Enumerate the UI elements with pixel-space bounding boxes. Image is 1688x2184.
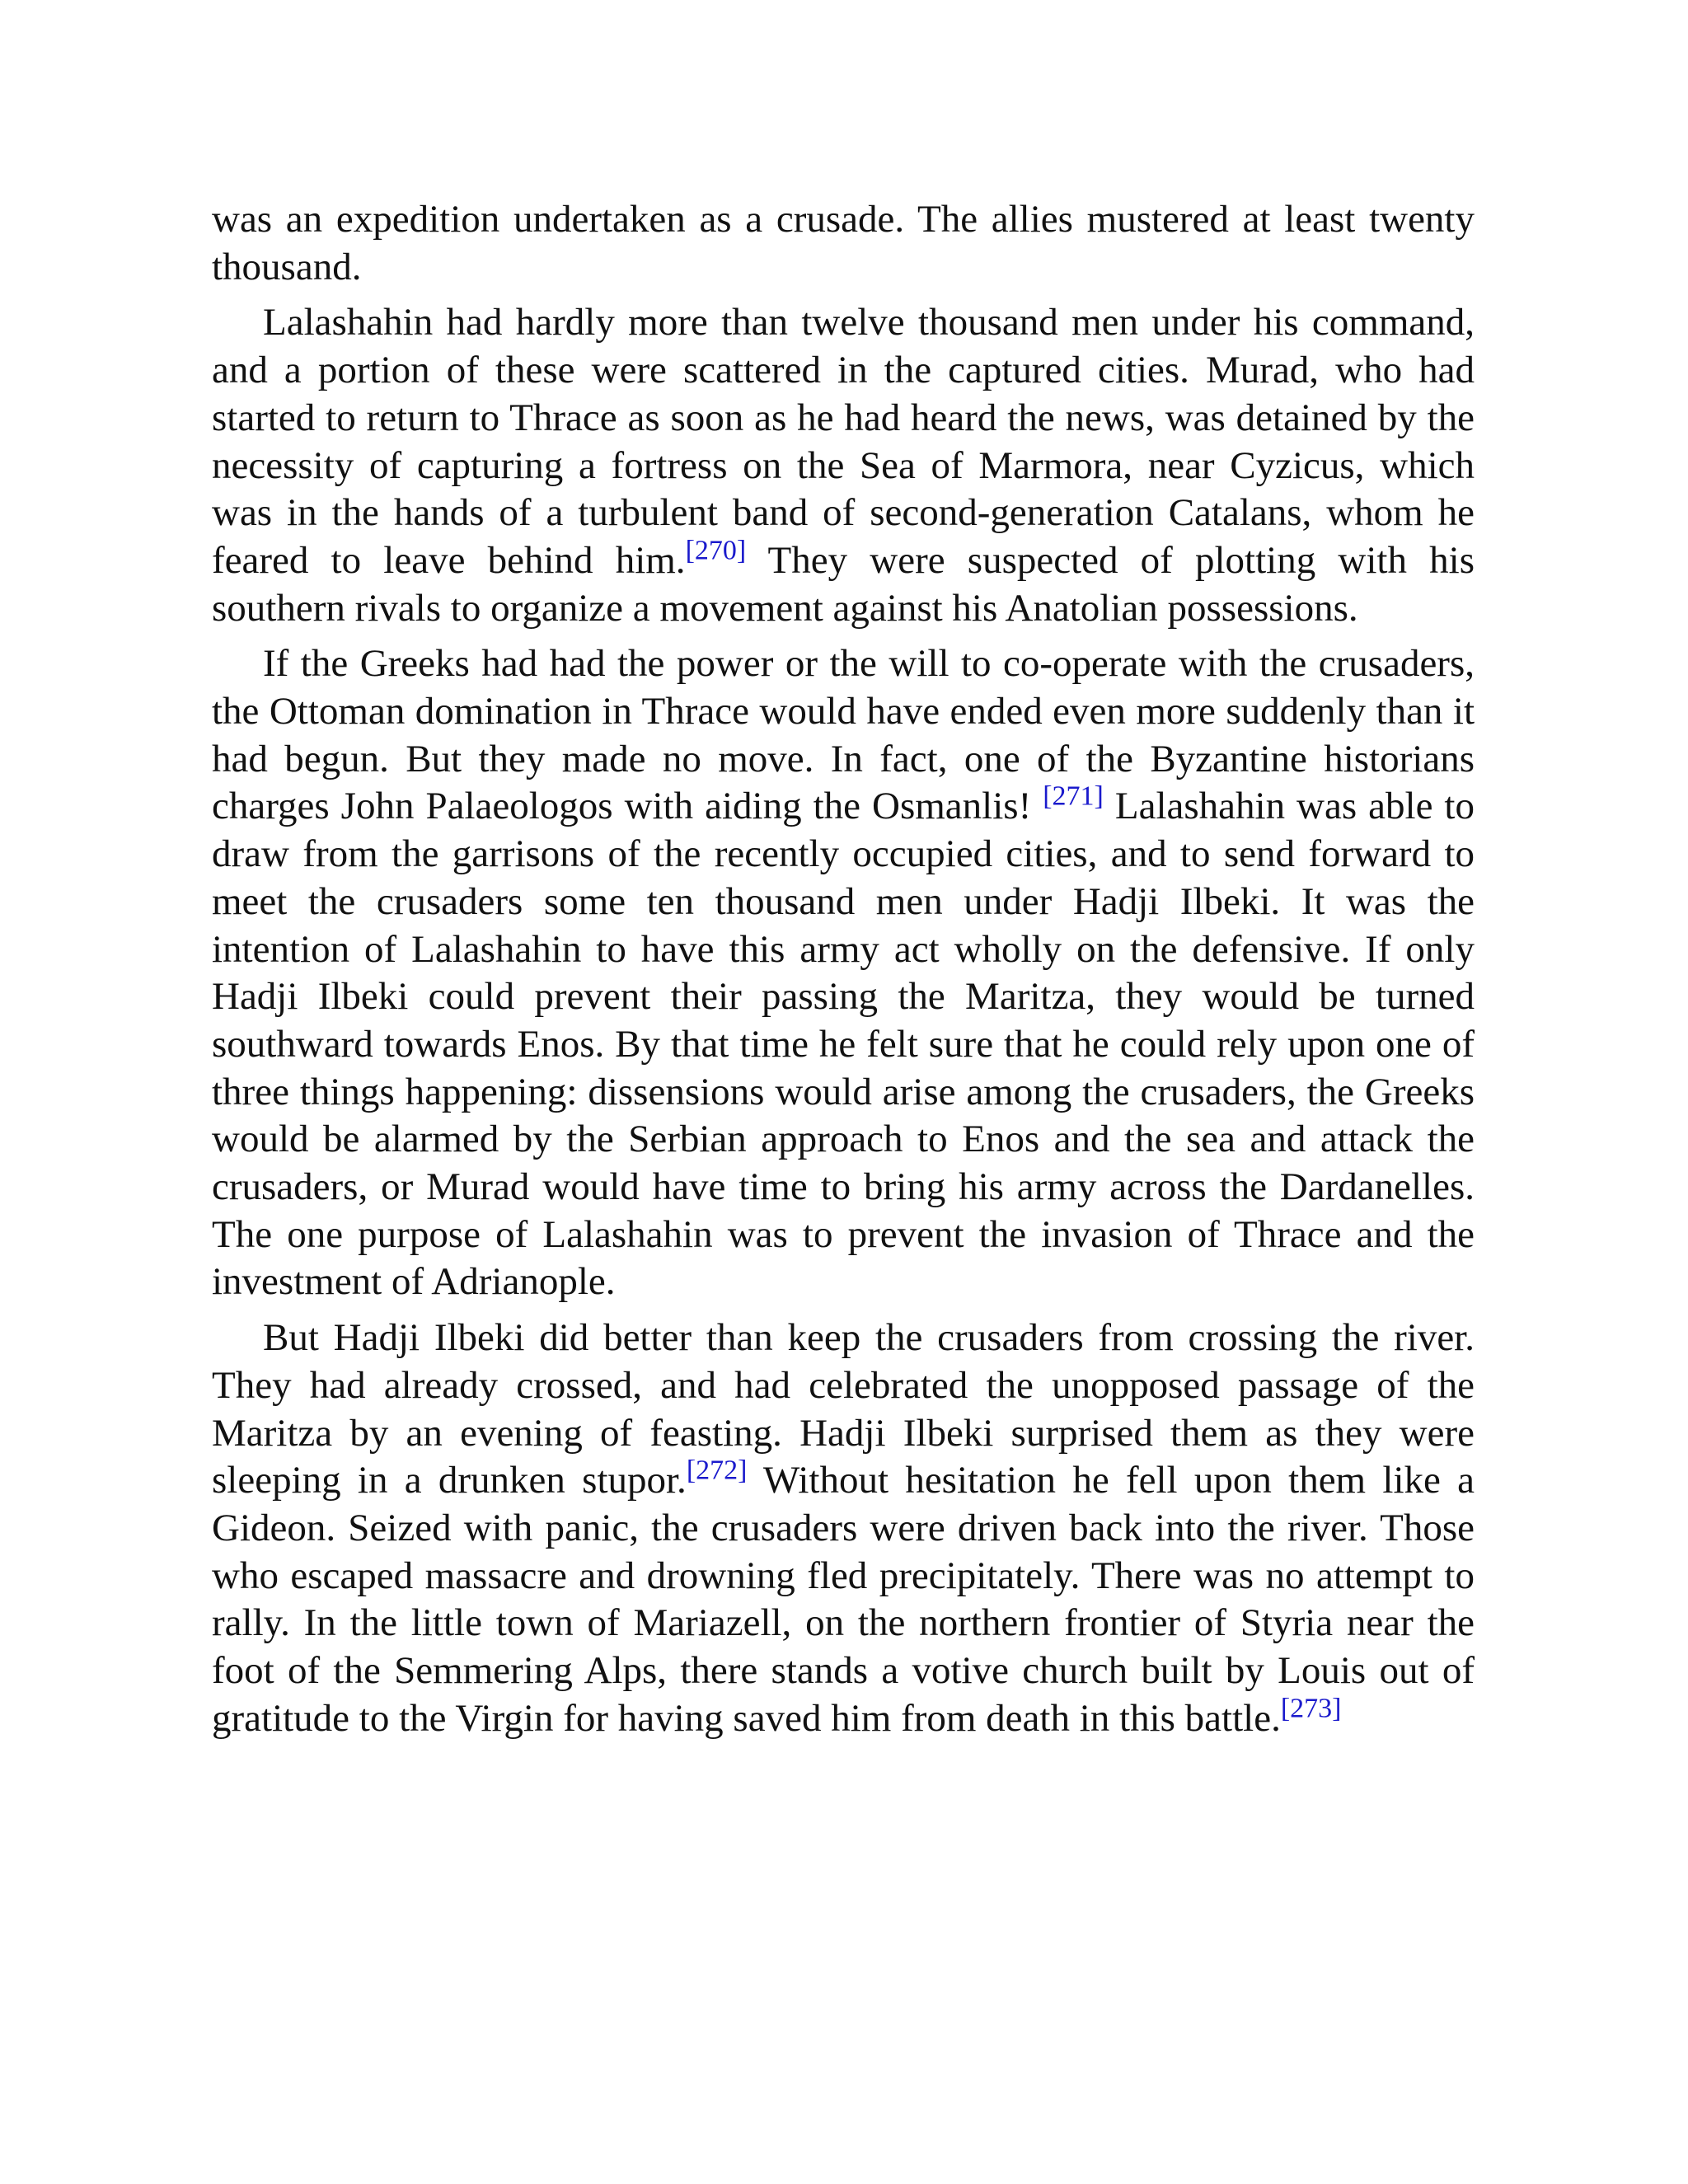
footnote-link-273[interactable]: [273] [1280,1693,1342,1724]
paragraph-text: Without hesitation he fell upon them like a Gideon. Seized with panic, the crusaders were driven back into the river. Those who escaped massacre and drowning fled precipitately. There was no attempt to rally. In the little town of Mariazell, on the northern frontier of Styria near the foot of the Semmering Alps, there stands a votive church built by Louis out of gratitude to the Virgin for having saved him from death in this battle. [212,1459,1475,1740]
paragraph-text: But Hadji Ilbeki did better than keep the crusaders from crossing the river. They had already crossed, and had celebrated the unopposed passage of the Maritza by an evening of feasting. Hadji Ilbeki surprised them as they were sleeping in a drunken stupor. [212,1316,1475,1502]
paragraph-1 [212,196,1475,291]
footnote-link-271[interactable]: [271] [1043,780,1104,812]
paragraph-4 [212,1315,1475,1742]
paragraph-text: Lalashahin was able to draw from the garrisons of the recently occupied cities, and to send forward to meet the crusaders some ten thousand men under Hadji Ilbeki. It was the intention of Lalashahin to have this army act wholly on the defensive. If only Hadji Ilbeki could prevent their passing the Maritza, they would be turned southward towards Enos. By that time he felt sure that he could rely upon one of three things happening: dissensions would arise among the crusaders, the Greeks would be alarmed by the Serbian approach to Enos and the sea and attack the crusaders, or Murad would have time to bring his army across the Dardanelles. The one purpose of Lalashahin was to prevent the invasion of Thrace and the investment of Adrianople. [212,785,1475,1304]
paragraph-2 [212,299,1475,632]
page-body [212,196,1475,1751]
paragraph-text: was an expedition undertaken as a crusade. The allies mustered at least twenty thousand. [212,198,1475,288]
footnote-link-272[interactable]: [272] [686,1455,748,1486]
footnote-link-270[interactable]: [270] [685,535,747,566]
paragraph-text: If the Greeks had had the power or the will to co-operate with the crusaders, the Ottoman domination in Thrace would have ended even more suddenly than it had begun. But they made no move. In fact, one of the Byzantine historians charges John Palaeologos with aiding the Osmanlis! [212,642,1475,828]
paragraph-text: They were suspected of plotting with his southern rivals to organize a movement against his Anatolian possessions. [212,538,1475,630]
paragraph-text: Lalashahin had hardly more than twelve thousand men under his command, and a portion of these were scattered in the captured cities. Murad, who had started to return to Thrace as soon as he had heard the news, was detained by the necessity of capturing a fortress on the Sea of Marmora, near Cyzicus, which was in the hands of a turbulent band of second-generation Catalans, whom he feared to leave behind him. [212,301,1475,582]
paragraph-3 [212,640,1475,1306]
